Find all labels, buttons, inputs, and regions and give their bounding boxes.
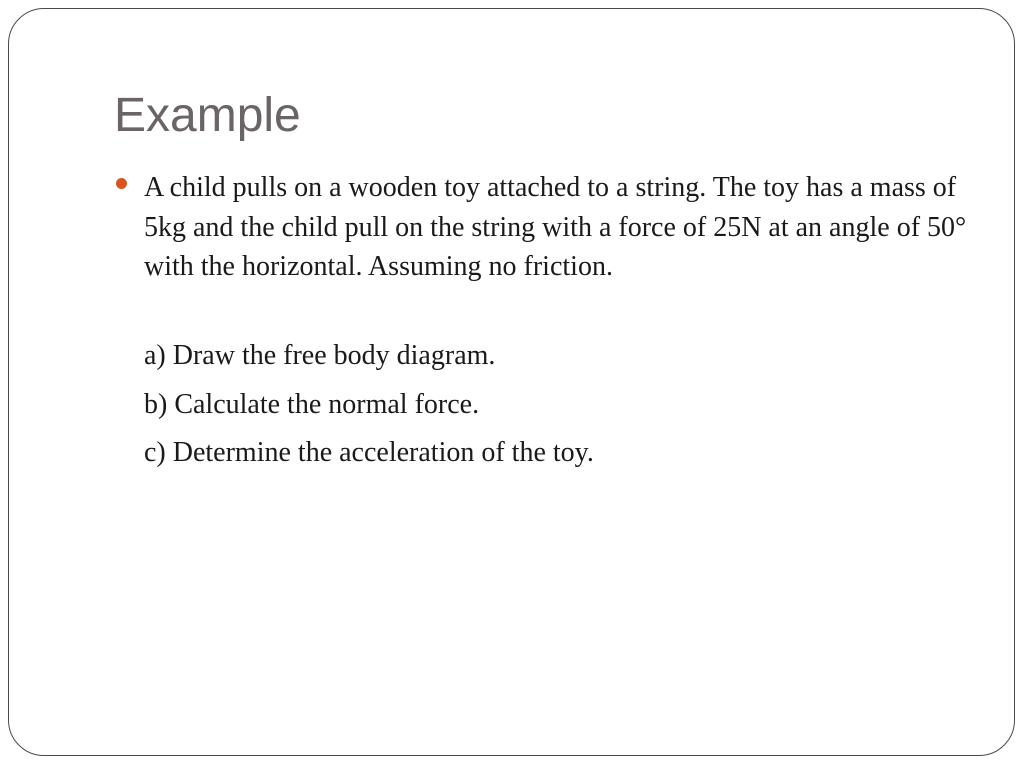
part-c-text: c) Determine the acceleration of the toy.: [144, 437, 594, 468]
bullet-icon: [116, 178, 127, 189]
part-b-text: b) Calculate the normal force.: [144, 389, 480, 420]
slide-title: Example: [114, 89, 301, 142]
part-a-text: a) Draw the free body diagram.: [144, 340, 496, 371]
bullet-text: A child pulls on a wooden toy attached to a string. The toy has a mass of 5kg and the child pull on the string with a force of 25N at an angle of 50° with the horizontal. Assuming no friction.: [144, 172, 967, 282]
